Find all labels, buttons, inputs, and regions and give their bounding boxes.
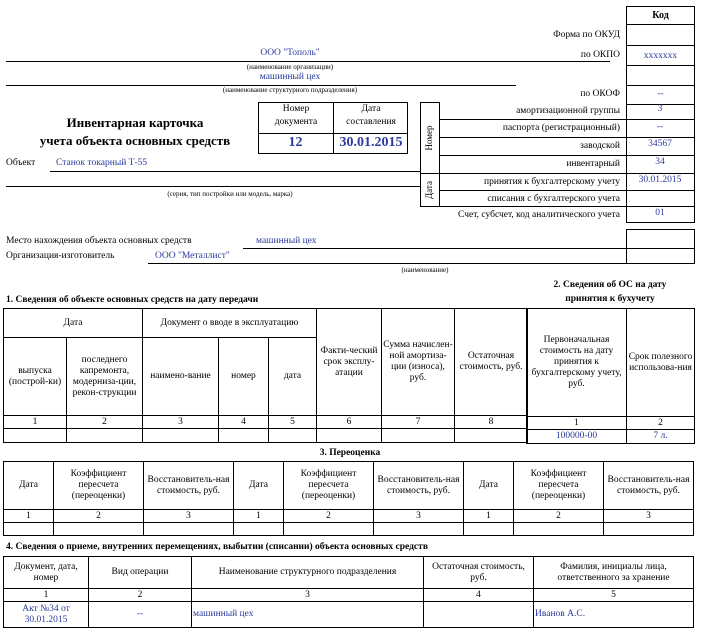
s1-num-6: 6 bbox=[317, 416, 382, 429]
passport-value: -- bbox=[656, 122, 664, 132]
s1-col-1: выпуска (построй-ки) bbox=[4, 338, 67, 416]
okpo-value: xxxxxxx bbox=[643, 51, 678, 61]
s1-num-2: 2 bbox=[67, 416, 143, 429]
manufacturer-label: Организация-изготовитель bbox=[6, 251, 115, 261]
s3-num: 3 bbox=[604, 510, 694, 523]
s1-cell bbox=[269, 429, 317, 443]
s3-col-coef: Коэффициент пересчета (переоценки) bbox=[284, 462, 374, 510]
s3-cell bbox=[284, 523, 374, 536]
s4-row-doc: Акт №34 от 30.01.2015 bbox=[4, 602, 89, 628]
s4-num-3: 3 bbox=[192, 589, 424, 602]
s4-num-4: 4 bbox=[424, 589, 534, 602]
doc-number: 12 bbox=[288, 135, 303, 150]
amort-group-label: амортизационной группы bbox=[516, 106, 620, 116]
s2-initial-cost: 100000-00 bbox=[527, 430, 627, 444]
passport-label: паспорта (регистрационный) bbox=[502, 123, 620, 133]
s3-num: 2 bbox=[514, 510, 604, 523]
object-value: Станок токарный Т-55 bbox=[56, 158, 148, 168]
doc-number-header: Номер документа bbox=[274, 104, 318, 127]
s1-col-2: последнего капремонта, модерниза-ции, рекон-струкции bbox=[67, 338, 143, 416]
s1-cell bbox=[455, 429, 528, 443]
s1-cell bbox=[382, 429, 455, 443]
s4-col-division: Наименование структурного подразделения bbox=[192, 557, 424, 589]
card-title-line1: Инвентарная карточка bbox=[66, 115, 204, 130]
object-label: Объект bbox=[6, 158, 36, 168]
s4-col-responsible: Фамилия, инициалы лица, ответственного за хранение bbox=[534, 557, 694, 589]
s3-cell bbox=[234, 523, 284, 536]
s1-date-group: Дата bbox=[4, 309, 143, 338]
org-division: машинный цех bbox=[259, 72, 321, 82]
s1-cell bbox=[317, 429, 382, 443]
section4-title: 4. Сведения о приеме, внутренних перемещениях, выбытии (списании) объекта основных средств bbox=[6, 542, 428, 552]
okof-label: по ОКОФ bbox=[580, 89, 620, 99]
section3-table bbox=[3, 461, 694, 536]
accept-date-label: принятия к бухгалтерскому учету bbox=[484, 177, 620, 187]
object-caption: (серия, тип постройки или модель, марка) bbox=[167, 190, 293, 198]
s1-num-7: 7 bbox=[382, 416, 455, 429]
s4-row-division: машинный цех bbox=[192, 602, 424, 628]
account-label: Счет, субсчет, код аналитического учета bbox=[458, 210, 620, 220]
org-name: ООО "Тополь" bbox=[260, 48, 320, 58]
s1-num-5: 5 bbox=[269, 416, 317, 429]
s1-col-7: Сумма начислен-ной амортиза-ции (износа), руб. bbox=[382, 309, 455, 416]
code-header-cell bbox=[626, 6, 695, 25]
amort-group-value: 3 bbox=[657, 104, 663, 114]
s3-col-date: Дата bbox=[464, 462, 514, 510]
s1-col-5: дата bbox=[269, 338, 317, 416]
writeoff-date-label: списания с бухгалтерского учета bbox=[487, 194, 620, 204]
card-title-line2: учета объекта основных средств bbox=[39, 133, 231, 148]
date-section-label: Дата bbox=[424, 181, 434, 199]
s1-col-3: наимено-вание bbox=[143, 338, 219, 416]
s3-col-restore: Восстановитель-ная стоимость, руб. bbox=[604, 462, 694, 510]
s3-col-restore: Восстановитель-ная стоимость, руб. bbox=[144, 462, 234, 510]
s1-col-4: номер bbox=[219, 338, 269, 416]
s1-col-8: Остаточная стоимость, руб. bbox=[455, 309, 528, 416]
doc-date-header: Дата составления bbox=[346, 104, 396, 127]
s3-cell bbox=[144, 523, 234, 536]
s3-num: 2 bbox=[284, 510, 374, 523]
accept-date-value: 30.01.2015 bbox=[638, 175, 682, 185]
location-label: Место нахождения объекта основных средств bbox=[6, 236, 192, 246]
section3-title: 3. Переоценка bbox=[319, 448, 381, 458]
org-name-caption: (наименование организации) bbox=[246, 63, 334, 71]
s4-col-doc: Документ, дата, номер bbox=[4, 557, 89, 589]
s2-num-1: 1 bbox=[527, 417, 627, 430]
s1-num-3: 3 bbox=[143, 416, 219, 429]
s1-cell bbox=[4, 429, 67, 443]
org-division-caption: (наименование структурного подразделения) bbox=[222, 86, 358, 94]
s4-num-1: 1 bbox=[4, 589, 89, 602]
okpo-label: по ОКПО bbox=[580, 50, 620, 60]
s4-row-residual bbox=[424, 602, 534, 628]
s3-col-coef: Коэффициент пересчета (переоценки) bbox=[54, 462, 144, 510]
s3-num: 3 bbox=[374, 510, 464, 523]
code-header: Код bbox=[652, 10, 669, 21]
number-section-label: Номер bbox=[424, 125, 434, 151]
s1-num-4: 4 bbox=[219, 416, 269, 429]
s4-col-residual: Остаточная стоимость, руб. bbox=[424, 557, 534, 589]
s3-cell bbox=[514, 523, 604, 536]
section2-title-line2: принятия к бухучету bbox=[565, 294, 655, 304]
s3-cell bbox=[4, 523, 54, 536]
inventory-label: инвентарный bbox=[566, 159, 620, 169]
s3-num: 1 bbox=[234, 510, 284, 523]
section4-table bbox=[3, 556, 694, 628]
s3-cell bbox=[54, 523, 144, 536]
manufacturer-value: ООО "Металлист" bbox=[155, 251, 230, 261]
s1-col-6: Факти-ческий срок эксплу-атации bbox=[317, 309, 382, 416]
s1-num-1: 1 bbox=[4, 416, 67, 429]
manufacturer-caption: (наименование) bbox=[401, 266, 449, 274]
okof-value: -- bbox=[657, 89, 664, 99]
location-value: машинный цех bbox=[256, 236, 317, 246]
s2-col-2: Срок полезного использова-ния bbox=[627, 309, 695, 417]
manufacturer-code-cell bbox=[626, 248, 695, 264]
s3-col-date: Дата bbox=[4, 462, 54, 510]
location-code-cell bbox=[626, 229, 695, 249]
s3-col-restore: Восстановитель-ная стоимость, руб. bbox=[374, 462, 464, 510]
s3-col-coef: Коэффициент пересчета (переоценки) bbox=[514, 462, 604, 510]
s4-col-operation: Вид операции bbox=[89, 557, 192, 589]
s2-useful-life: 7 л. bbox=[627, 430, 695, 444]
s4-num-2: 2 bbox=[89, 589, 192, 602]
s4-row-operation: -- bbox=[89, 602, 192, 628]
section2-table bbox=[526, 308, 695, 444]
s3-col-date: Дата bbox=[234, 462, 284, 510]
factory-value: 34567 bbox=[648, 139, 672, 149]
factory-label: заводской bbox=[580, 141, 620, 151]
okud-label: Форма по ОКУД bbox=[553, 30, 620, 40]
s3-num: 3 bbox=[144, 510, 234, 523]
section1-table bbox=[3, 308, 528, 443]
s4-num-5: 5 bbox=[534, 589, 694, 602]
s2-num-2: 2 bbox=[627, 417, 695, 430]
s3-num: 1 bbox=[4, 510, 54, 523]
s3-cell bbox=[374, 523, 464, 536]
section2-title-line1: 2. Сведения об ОС на дату bbox=[553, 280, 667, 290]
section1-title: 1. Сведения об объекте основных средств на дату передачи bbox=[6, 295, 259, 305]
account-value: 01 bbox=[655, 208, 665, 218]
s1-num-8: 8 bbox=[455, 416, 528, 429]
s3-num: 2 bbox=[54, 510, 144, 523]
s1-cell bbox=[219, 429, 269, 443]
s1-cell bbox=[67, 429, 143, 443]
s3-cell bbox=[604, 523, 694, 536]
s3-num: 1 bbox=[464, 510, 514, 523]
s3-cell bbox=[464, 523, 514, 536]
s1-cell bbox=[143, 429, 219, 443]
doc-date: 30.01.2015 bbox=[339, 135, 403, 150]
s4-row-responsible: Иванов А.С. bbox=[534, 602, 694, 628]
s2-col-1: Первоначальная стоимость на дату принятия к бухгалтерскому учету, руб. bbox=[527, 309, 627, 417]
s1-doc-group: Документ о вводе в эксплуатацию bbox=[143, 309, 317, 338]
inventory-value: 34 bbox=[655, 157, 665, 167]
